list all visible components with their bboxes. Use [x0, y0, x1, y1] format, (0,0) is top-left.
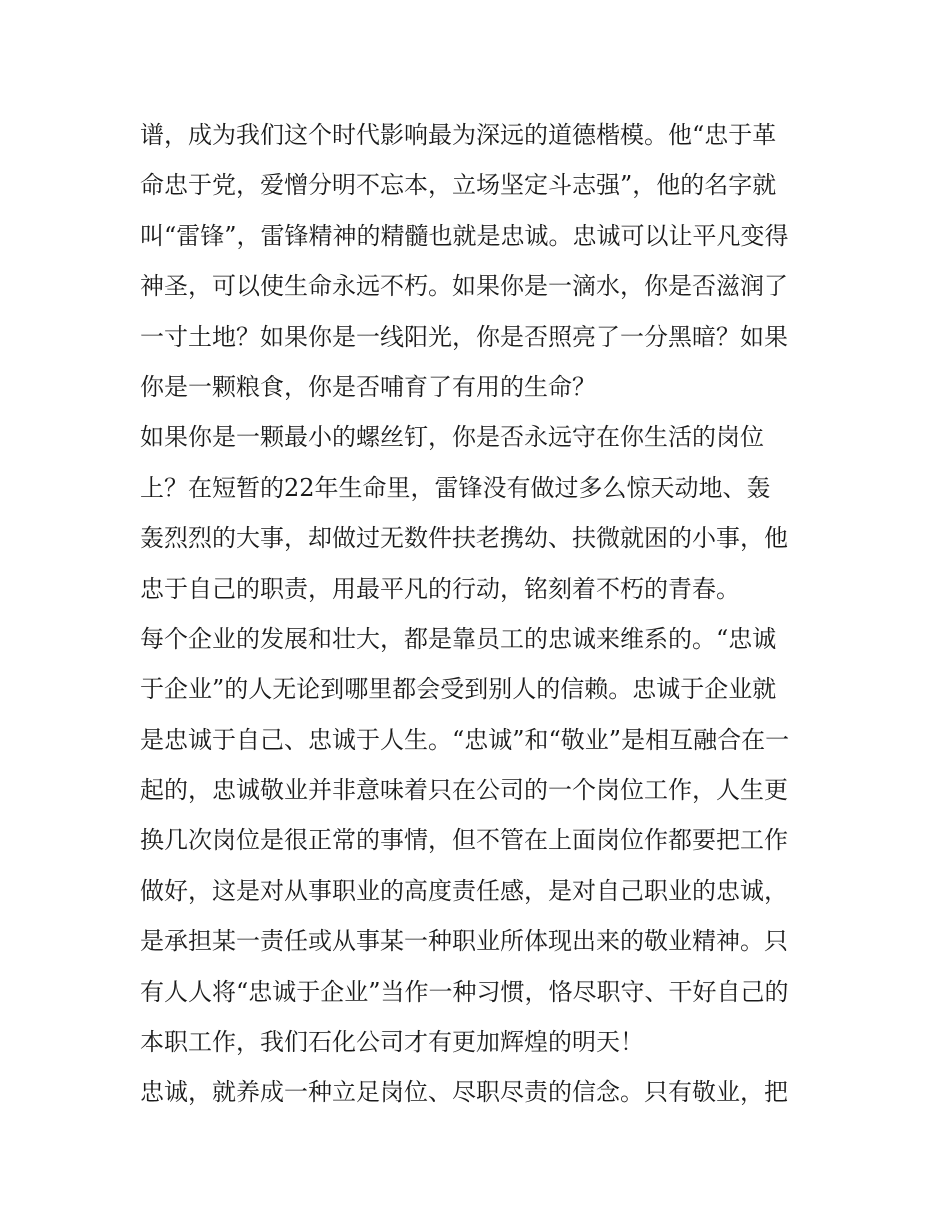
text-line: 是承担某一责任或从事某一种职业所体现出来的敬业精神。只 — [140, 927, 788, 956]
text-line: 如果你是一颗最小的螺丝钉，你是否永远守在你生活的岗位 — [140, 423, 764, 452]
text-line: 上？在短暂的22年生命里，雷锋没有做过多么惊天动地、轰 — [140, 473, 771, 502]
text-line: 忠于自己的职责，用最平凡的行动，铭刻着不朽的青春。 — [140, 574, 740, 603]
text-line: 叫“雷锋”，雷锋精神的精髓也就是忠诚。忠诚可以让平凡变得 — [140, 221, 789, 250]
text-line: 换几次岗位是很正常的事情，但不管在上面岗位作都要把工作 — [140, 826, 788, 855]
body-text — [140, 110, 820, 1118]
text-line: 轰烈烈的大事，却做过无数件扶老携幼、扶微就困的小事，他 — [140, 524, 788, 553]
text-line: 神圣，可以使生命永远不朽。如果你是一滴水，你是否滋润了 — [140, 272, 788, 301]
text-line: 命忠于党，爱憎分明不忘本，立场坚定斗志强”，他的名字就 — [140, 171, 777, 200]
text-line: 有人人将“忠诚于企业”当作一种习惯，恪尽职守、干好自己的 — [140, 977, 789, 1006]
text-line: 一寸土地？如果你是一线阳光，你是否照亮了一分黑暗？如果 — [140, 322, 788, 351]
text-line: 起的，忠诚敬业并非意味着只在公司的一个岗位工作，人生更 — [140, 776, 788, 805]
text-line: 谱，成为我们这个时代影响最为深远的道德楷模。他“忠于革 — [140, 121, 777, 149]
text-line: 忠诚，就养成一种立足岗位、尽职尽责的信念。只有敬业，把 — [140, 1078, 788, 1107]
text-line: 是忠诚于自己、忠诚于人生。“忠诚”和“敬业”是相互融合在一 — [140, 725, 790, 754]
text-line: 你是一颗粮食，你是否哺育了有用的生命？ — [140, 372, 596, 401]
text-line: 每个企业的发展和壮大，都是靠员工的忠诚来维系的。“忠诚 — [140, 624, 777, 653]
text-line: 于企业”的人无论到哪里都会受到别人的信赖。忠诚于企业就 — [140, 675, 777, 704]
text-line: 本职工作，我们石化公司才有更加辉煌的明天！ — [140, 1028, 644, 1057]
text-line: 做好，这是对从事职业的高度责任感，是对自己职业的忠诚， — [140, 876, 788, 905]
